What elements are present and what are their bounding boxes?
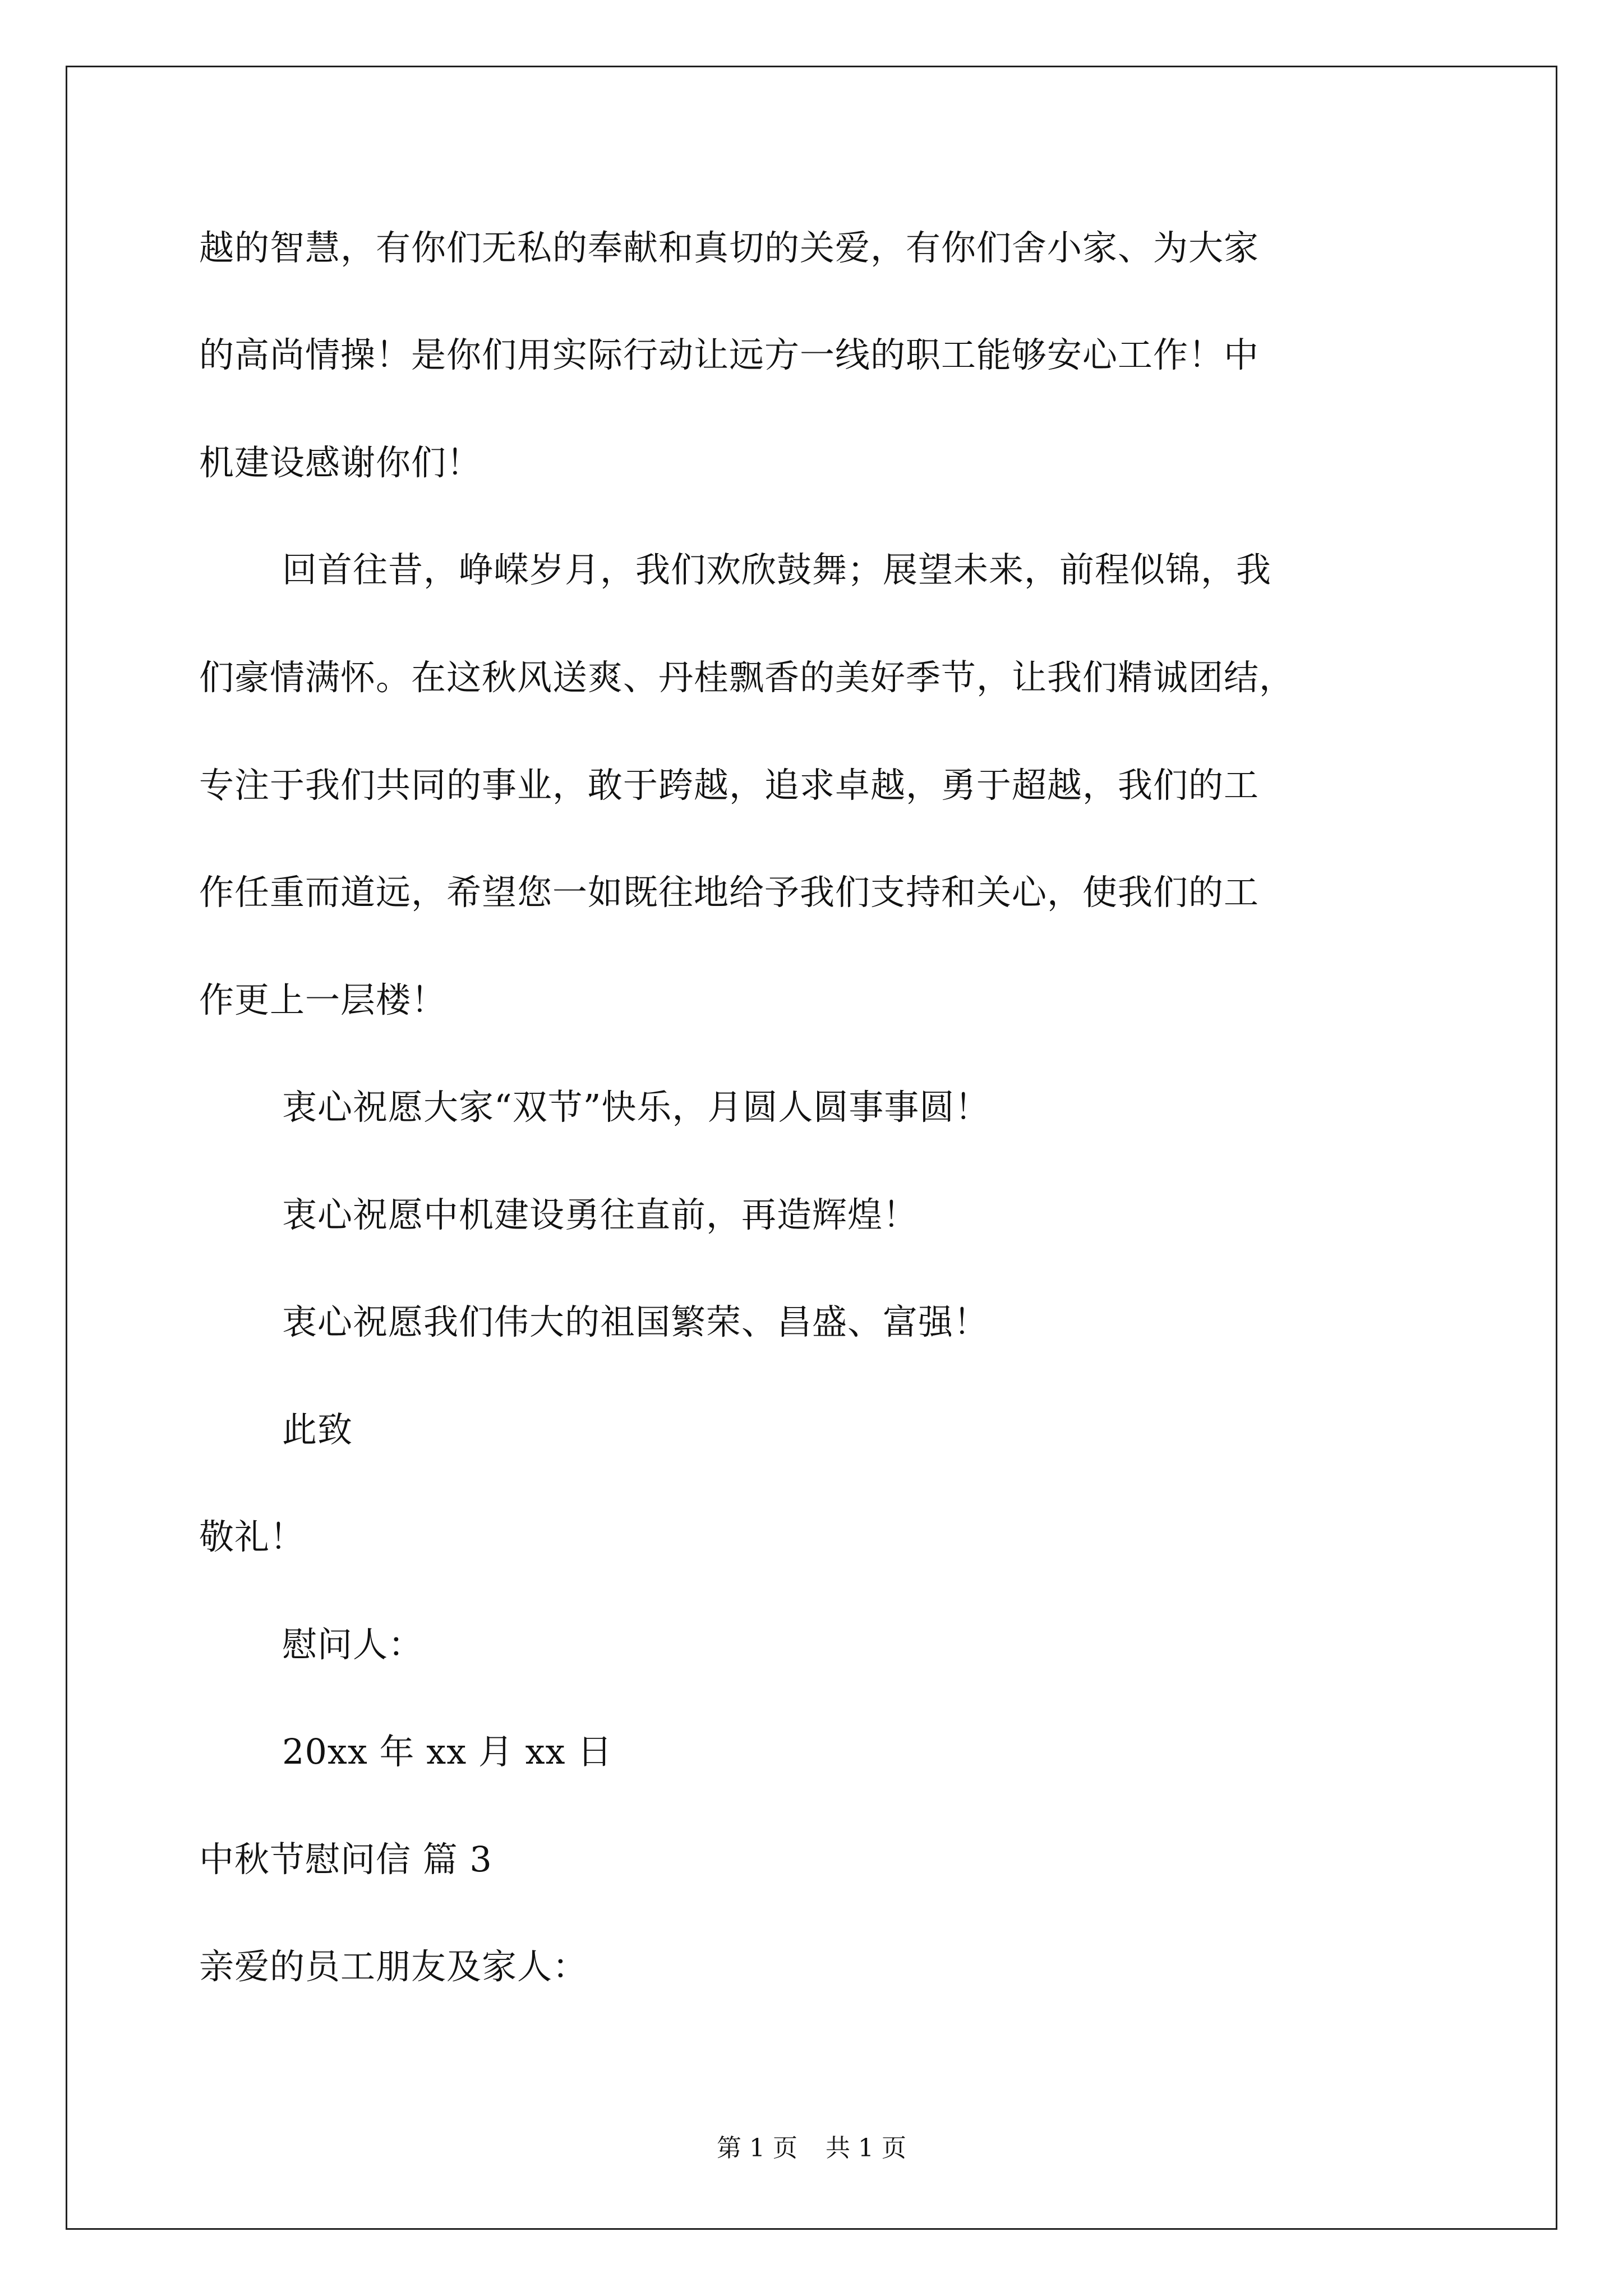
page-total: 共 1 页 [826,2134,906,2162]
closing-line: 此致 [282,1409,353,1450]
salutation-line: 敬礼！ [199,1516,306,1557]
body-line-4: 回首往昔，峥嵘岁月，我们欢欣鼓舞；展望未来，前程似锦，我 [282,549,1272,590]
body-line-5: 们豪情满怀。在这秋风送爽、丹桂飘香的美好季节，让我们精诚团结， [199,657,1295,698]
wish-line-3: 衷心祝愿我们伟大的祖国繁荣、昌盛、富强！ [282,1301,989,1342]
body-line-8: 作更上一层楼！ [199,979,447,1020]
wish-line-2: 衷心祝愿中机建设勇往直前，再造辉煌！ [282,1194,919,1235]
body-line-7: 作任重而道远，希望您一如既往地给予我们支持和关心，使我们的工 [199,872,1260,913]
body-line-6: 专注于我们共同的事业，敢于跨越，追求卓越，勇于超越，我们的工 [199,765,1260,806]
section-heading: 中秋节慰问信 篇 3 [199,1839,492,1880]
body-line-3: 机建设感谢你们！ [199,442,482,483]
greeting-line: 亲爱的员工朋友及家人： [199,1946,588,1987]
page-number: 第 1 页 [717,2134,797,2162]
body-line-2: 的高尚情操！是你们用实际行动让远方一线的职工能够安心工作！中 [199,334,1260,375]
date-line: 20xx 年 xx 月 xx 日 [282,1731,613,1772]
page-footer [0,2132,1623,2165]
signer-line: 慰问人： [282,1624,424,1665]
page-border [66,66,1557,2230]
wish-line-1: 衷心祝愿大家“双节”快乐，月圆人圆事事圆！ [282,1087,990,1128]
body-line-1: 越的智慧，有你们无私的奉献和真切的关爱，有你们舍小家、为大家 [199,227,1260,268]
